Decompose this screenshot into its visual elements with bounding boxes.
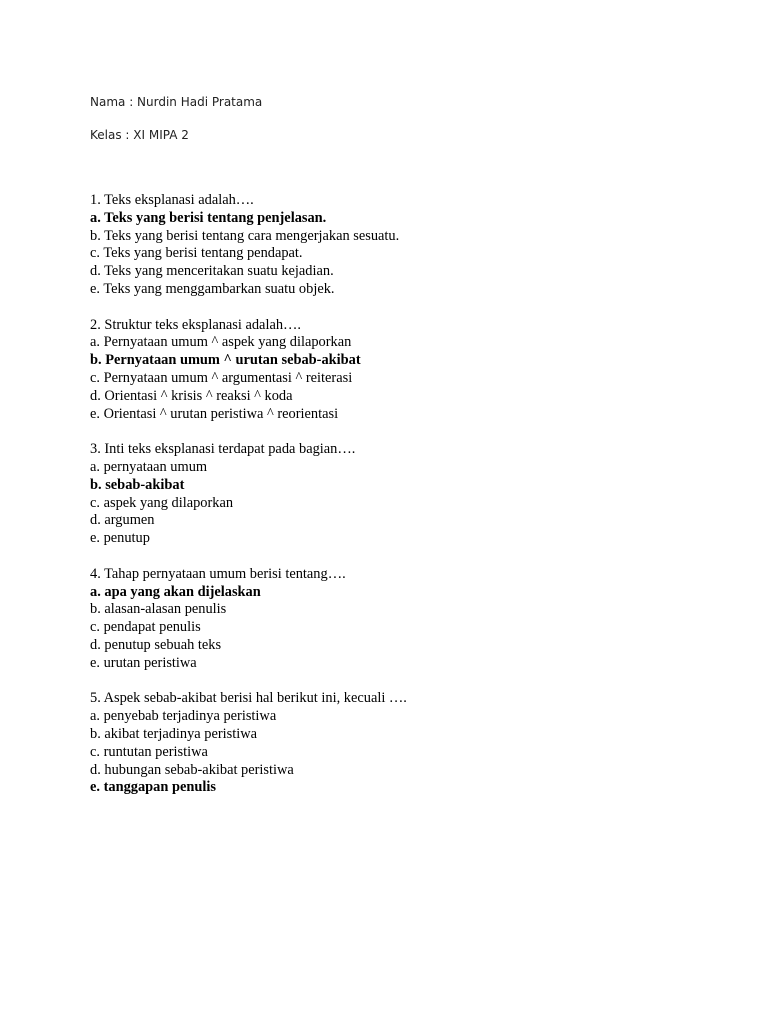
option-e: e. tanggapan penulis xyxy=(90,779,216,796)
option-d: d. Teks yang menceritakan suatu kejadian. xyxy=(90,263,334,280)
option-c: c. aspek yang dilaporkan xyxy=(90,494,234,511)
question-1 xyxy=(90,192,710,299)
question-stem: 5. Aspek sebab-akibat berisi hal berikut ini, kecuali …. xyxy=(90,690,407,707)
question-stem: 3. Inti teks eksplanasi terdapat pada bagian…. xyxy=(90,441,356,458)
option-a: a. Teks yang berisi tentang penjelasan. xyxy=(90,209,327,226)
question-2 xyxy=(90,317,710,424)
option-d: d. hubungan sebab-akibat peristiwa xyxy=(90,761,294,778)
question-4 xyxy=(90,566,710,673)
option-e: e. penutup xyxy=(90,530,150,547)
option-b: b. alasan-alasan penulis xyxy=(90,601,227,618)
option-e: e. Teks yang menggambarkan suatu objek. xyxy=(90,280,335,297)
option-a: a. penyebab terjadinya peristiwa xyxy=(90,708,277,725)
option-c: c. pendapat penulis xyxy=(90,619,201,636)
option-c: c. runtutan peristiwa xyxy=(90,743,208,760)
option-a: a. Pernyataan umum ^ aspek yang dilaporkan xyxy=(90,334,352,351)
option-b: b. Pernyataan umum ^ urutan sebab-akibat xyxy=(90,352,361,369)
option-b: b. sebab-akibat xyxy=(90,476,185,493)
question-stem: 2. Struktur teks eksplanasi adalah…. xyxy=(90,316,302,333)
student-class: Kelas : XI MIPA 2 xyxy=(90,128,189,142)
option-c: c. Pernyataan umum ^ argumentasi ^ reiterasi xyxy=(90,369,353,386)
option-d: d. argumen xyxy=(90,512,155,529)
option-e: e. urutan peristiwa xyxy=(90,654,197,671)
question-5 xyxy=(90,690,710,797)
option-d: d. Orientasi ^ krisis ^ reaksi ^ koda xyxy=(90,387,293,404)
student-name: Nama : Nurdin Hadi Pratama xyxy=(90,95,263,109)
option-a: a. apa yang akan dijelaskan xyxy=(90,583,261,600)
question-list xyxy=(90,192,710,815)
option-c: c. Teks yang berisi tentang pendapat. xyxy=(90,245,303,262)
option-d: d. penutup sebuah teks xyxy=(90,636,222,653)
option-b: b. Teks yang berisi tentang cara mengerjakan sesuatu. xyxy=(90,227,400,244)
question-stem: 1. Teks eksplanasi adalah…. xyxy=(90,192,254,208)
option-a: a. pernyataan umum xyxy=(90,458,208,475)
question-3 xyxy=(90,441,710,548)
option-b: b. akibat terjadinya peristiwa xyxy=(90,725,258,742)
option-e: e. Orientasi ^ urutan peristiwa ^ reorientasi xyxy=(90,405,339,422)
question-stem: 4. Tahap pernyataan umum berisi tentang…. xyxy=(90,565,346,582)
